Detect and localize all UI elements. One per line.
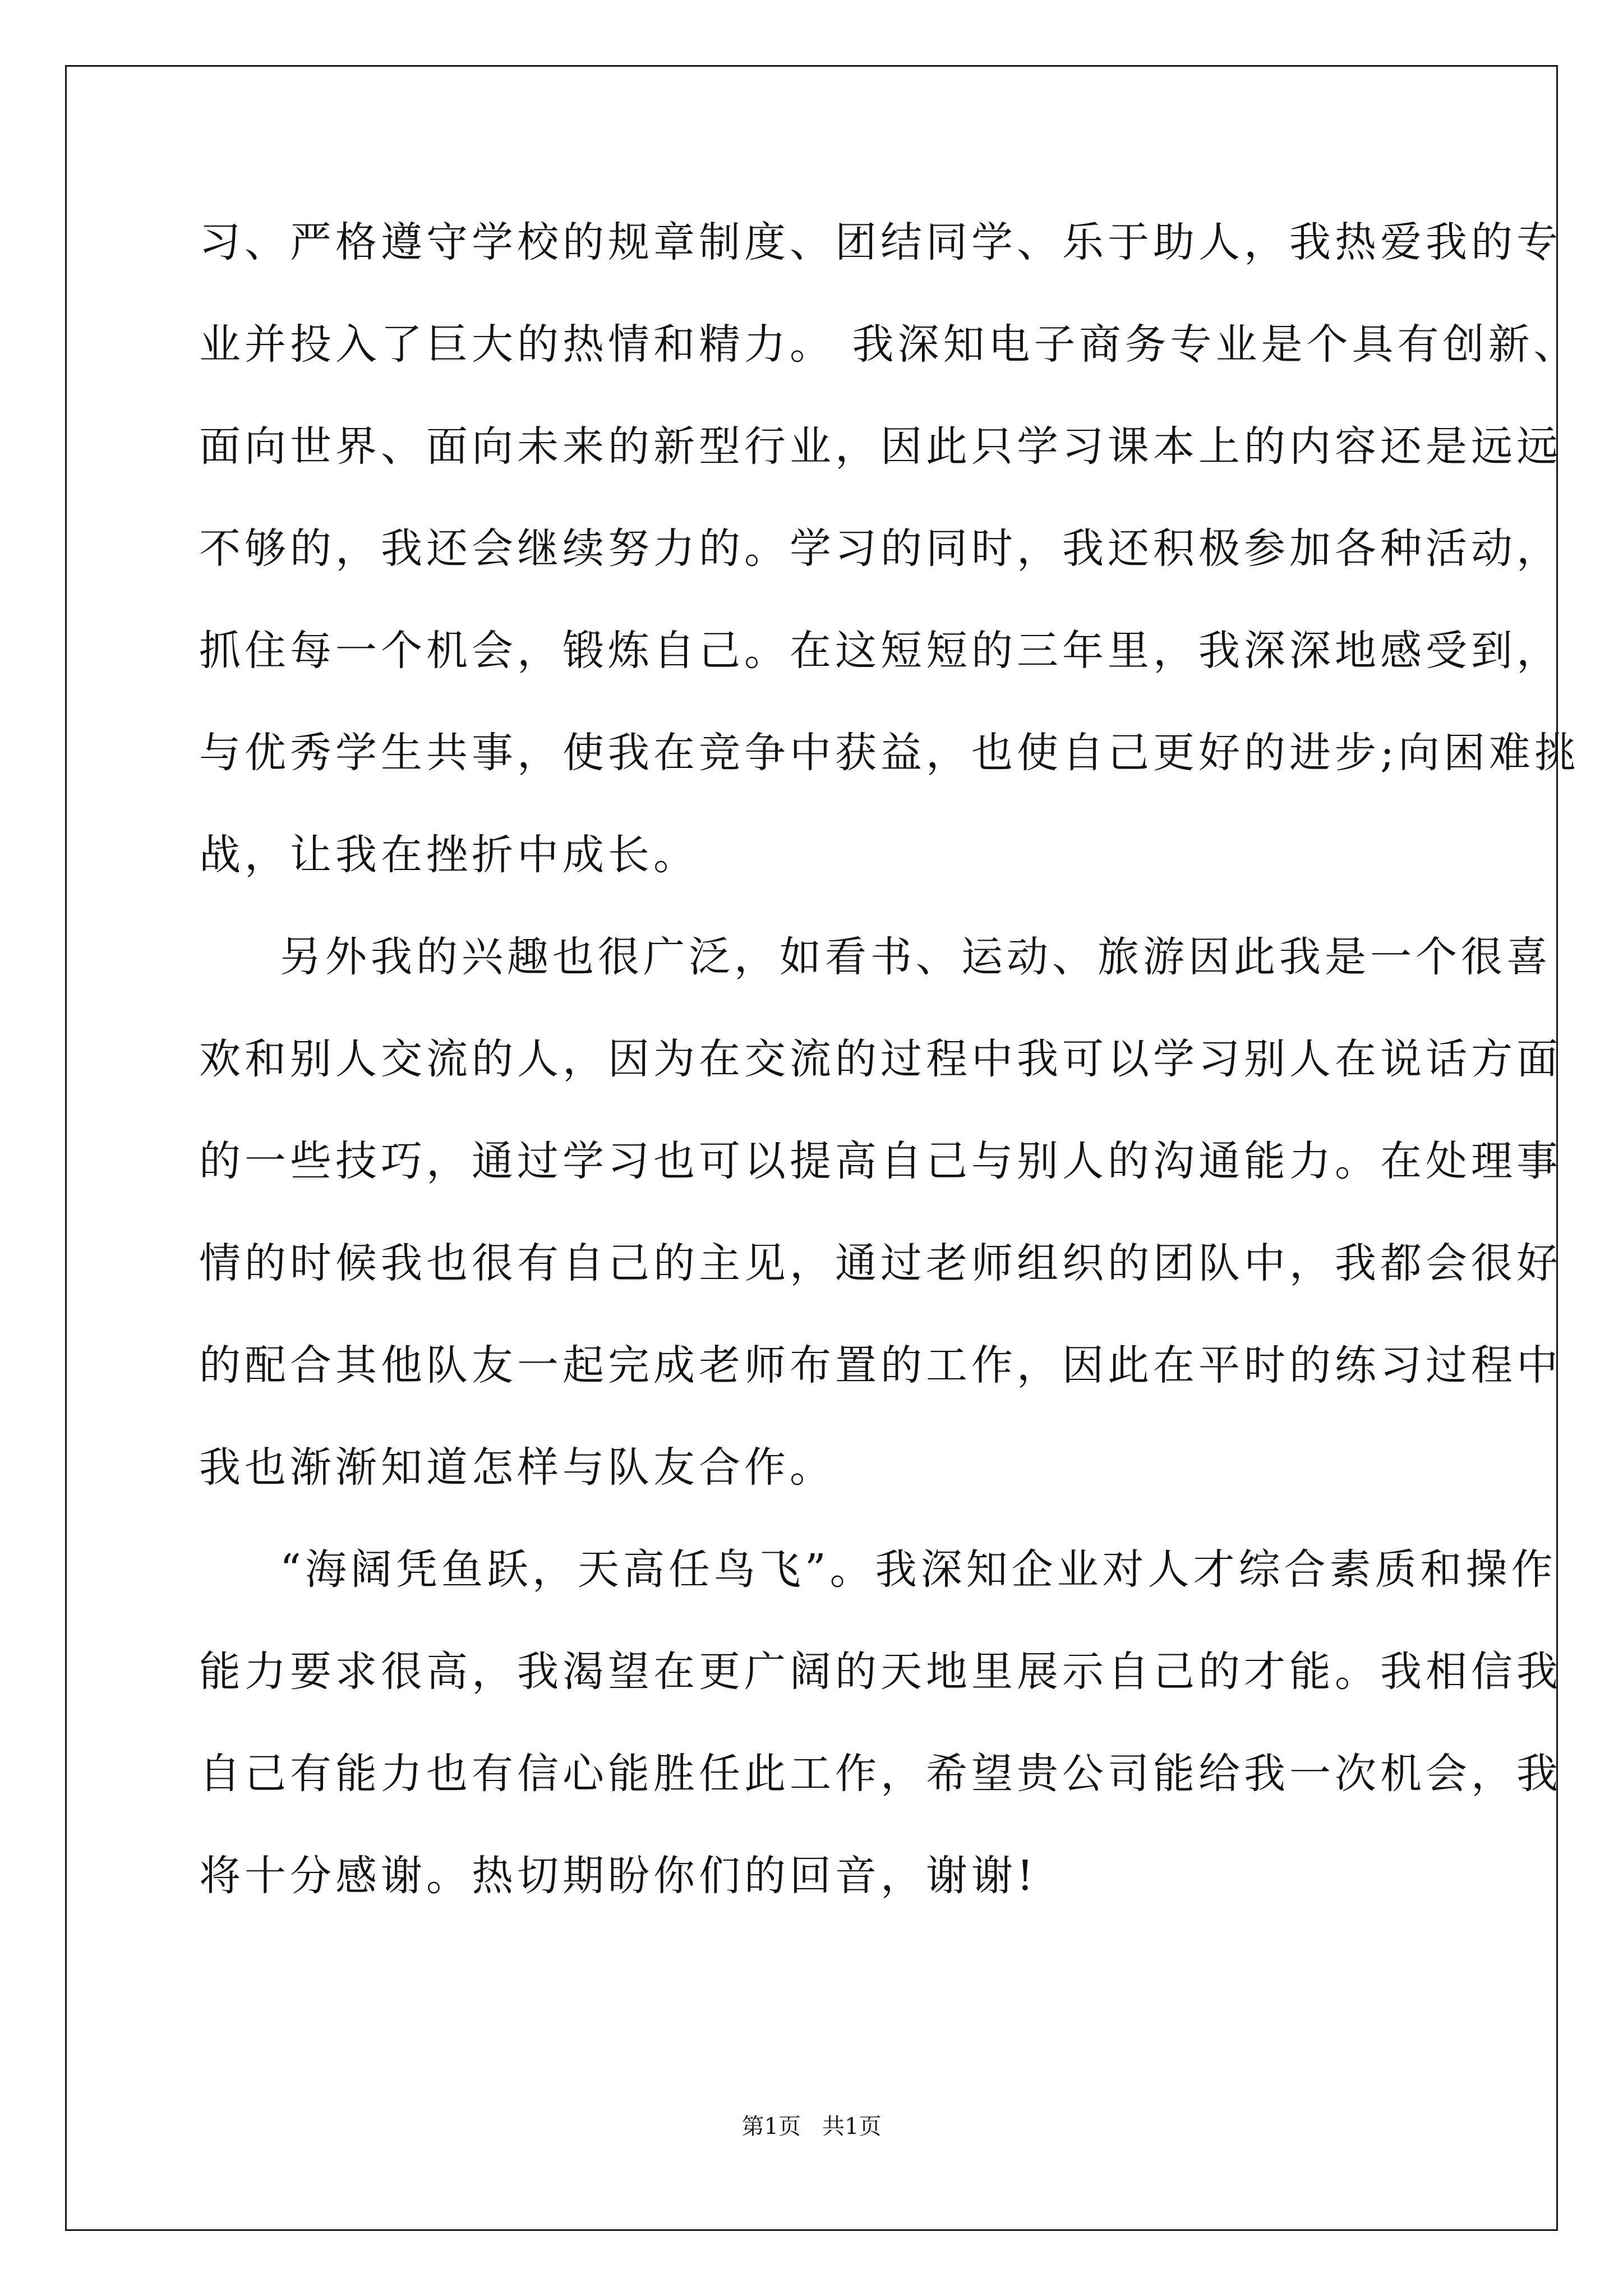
text-line: 的一些技巧，通过学习也可以提高自己与别人的沟通能力。在处理事 — [199, 1137, 1562, 1185]
text-line: 我也渐渐知道怎样与队友合作。 — [199, 1443, 835, 1492]
text-line: 业并投入了巨大的热情和精力。 我深知电子商务专业是个具有创新、 — [199, 320, 1579, 369]
text-line: 能力要求很高，我渴望在更广阔的天地里展示自己的才能。我相信我 — [199, 1648, 1562, 1696]
paragraph-first-line: 另外我的兴趣也很广泛，如看书、运动、旅游因此我是一个很喜 — [280, 933, 1552, 981]
text-line: 自己有能力也有信心能胜任此工作，希望贵公司能给我一次机会，我 — [199, 1750, 1562, 1798]
text-line: 习、严格遵守学校的规章制度、团结同学、乐于助人，我热爱我的专 — [199, 218, 1562, 266]
text-line: 与优秀学生共事，使我在竞争中获益，也使自己更好的进步;向困难挑 — [199, 729, 1580, 777]
text-line: 欢和别人交流的人，因为在交流的过程中我可以学习别人在说话方面 — [199, 1035, 1562, 1083]
text-line: 情的时候我也很有自己的主见，通过老师组织的团队中，我都会很好 — [199, 1239, 1562, 1287]
text-line: 将十分感谢。热切期盼你们的回音，谢谢! — [199, 1852, 1038, 1900]
text-line: 不够的，我还会继续努力的。学习的同时，我还积极参加各种活动， — [199, 524, 1562, 573]
paragraph-first-line: “海阔凭鱼跃，天高任鸟飞”。我深知企业对人才综合素质和操作 — [280, 1545, 1557, 1594]
page-number-footer: 第1页 共1页 — [741, 2114, 882, 2139]
text-line: 抓住每一个机会，锻炼自己。在这短短的三年里，我深深地感受到， — [199, 627, 1562, 675]
text-line: 战，让我在挫折中成长。 — [199, 831, 699, 879]
text-line: 面向世界、面向未来的新型行业，因此只学习课本上的内容还是远远 — [199, 422, 1562, 471]
text-line: 的配合其他队友一起完成老师布置的工作，因此在平时的练习过程中 — [199, 1341, 1562, 1389]
